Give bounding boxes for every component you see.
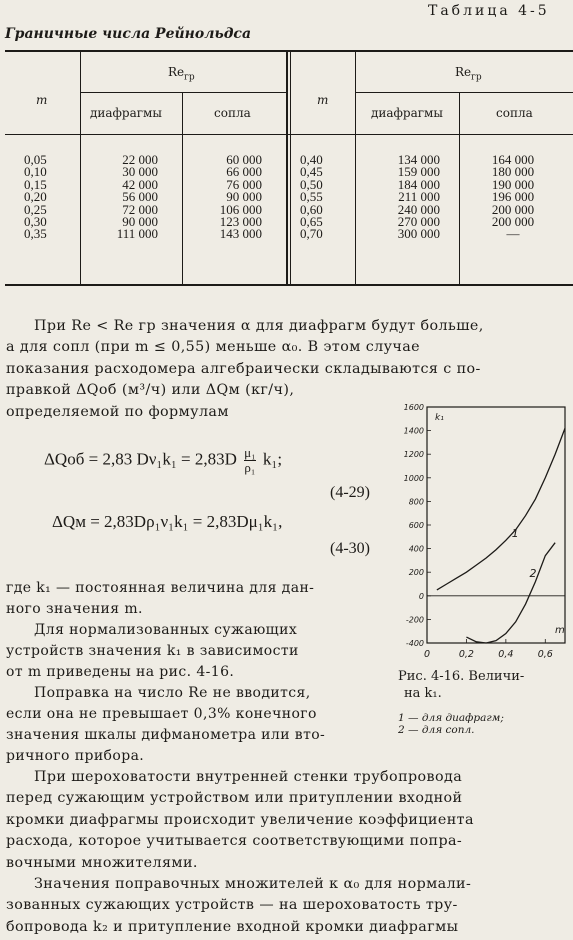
cell-nozzles: 60 000	[226, 152, 262, 167]
cell-diaphragms: 90 000	[122, 214, 158, 230]
cell-diaphragms: 72 000	[122, 201, 158, 217]
y-tick-label: 200	[408, 568, 424, 578]
y-tick-label: 600	[408, 521, 424, 530]
cell-diaphragms: 240 000	[397, 201, 440, 217]
text-line: а для сопл (при m ≤ 0,55) меньше α₀. В этом случае	[6, 339, 421, 356]
text-line: от m приведены на рис. 4-16.	[6, 664, 235, 680]
text-line: правкой ΔQоб (м³/ч) или ΔQм (кг/ч),	[6, 382, 295, 399]
cell-diaphragms: 270 000	[397, 214, 440, 230]
cell-diaphragms: 56 000	[122, 189, 158, 205]
legend-item-2: 2 — для сопл.	[398, 724, 475, 736]
text-line: устройств значения k₁ в зависимости	[6, 643, 299, 659]
text-line: значения шкалы дифманометра или вто-	[6, 727, 326, 743]
column-diaphragms-right	[388, 154, 440, 241]
table-vline-1	[80, 50, 81, 284]
cell-diaphragms: 211 000	[398, 189, 440, 205]
cell-nozzles: 190 000	[491, 176, 535, 192]
cell-m: 0,25	[24, 201, 47, 217]
series-line-1	[437, 428, 565, 590]
column-diaphragms-left	[108, 154, 158, 241]
cell-nozzles: 200 000	[491, 214, 535, 230]
legend-item-1: 1 — для диафрагм;	[398, 712, 504, 724]
text-line: При шероховатости внутренней стенки трубопровода	[34, 769, 463, 785]
cell-nozzles: 106 000	[219, 201, 262, 217]
table-vline-4	[459, 92, 460, 284]
series-line-2	[466, 543, 555, 643]
cell-nozzles: 180 000	[491, 164, 535, 180]
cell-m: 0,45	[300, 164, 323, 180]
plot-frame	[427, 407, 565, 643]
text-line: определяемой по формулам	[6, 403, 229, 420]
cell-nozzles: 76 000	[226, 176, 262, 192]
text-line: Значения поправочных множителей к α₀ для нормали-	[34, 876, 472, 893]
cell-diaphragms: 184 000	[397, 176, 440, 192]
column-m-left	[24, 154, 47, 241]
text-line: показания расходомера алгебраически складываются с по-	[6, 360, 481, 377]
x-tick-label: 0,4	[498, 649, 514, 660]
cell-nozzles: 123 000	[219, 214, 262, 230]
cell-nozzles: 143 000	[219, 226, 262, 242]
column-nozzles-right	[484, 154, 542, 241]
header-m-right: m	[317, 93, 329, 107]
cell-nozzles: 196 000	[491, 189, 535, 205]
curve-label-2: 2	[529, 566, 537, 580]
column-m-right	[300, 154, 323, 241]
text-line: зованных сужающих устройств — на шероховатость тру-	[6, 897, 458, 914]
header-nozzles-left: сопла	[214, 106, 251, 120]
cell-nozzles: 90 000	[226, 189, 262, 205]
figure-caption	[398, 668, 524, 702]
text-line: Поправка на число Re не вводится,	[34, 685, 311, 701]
cell-m: 0,05	[24, 152, 47, 167]
cell-m: 0,35	[24, 226, 47, 242]
cell-diaphragms: 22 000	[122, 152, 158, 167]
cell-m: 0,15	[24, 176, 47, 192]
cell-diaphragms: 159 000	[397, 164, 440, 180]
table-vline-2	[182, 92, 183, 284]
text-line: Для нормализованных сужающих	[34, 622, 298, 638]
cell-m: 0,65	[300, 214, 323, 230]
text-line: кромки диафрагмы происходит увеличение коэффициента	[6, 811, 474, 828]
x-tick-label: 0,2	[458, 649, 474, 660]
cell-diaphragms: 30 000	[122, 164, 158, 180]
column-nozzles-left	[208, 154, 262, 241]
equation-4-29: ΔQоб = 2,83 Dν₁k₁ = 2,83D $\frac{\text{μ₁}}{\text{ρ₁}}$ k₁;	[44, 445, 283, 475]
caption-line: на k₁.	[404, 686, 442, 701]
cell-nozzles: —	[506, 226, 520, 242]
cell-nozzles: 66 000	[226, 164, 262, 180]
cell-m: 0,40	[300, 152, 323, 167]
y-tick-label: 400	[408, 544, 424, 554]
header-re-left: $Re_{гр}$	[168, 65, 195, 83]
x-tick-label: 0,6	[537, 649, 553, 660]
cell-m: 0,60	[300, 201, 323, 217]
table-top-rule	[5, 50, 573, 52]
text-line: вочными множителями.	[6, 854, 198, 871]
curve-label-1: 1	[511, 526, 519, 540]
y-tick-label: 1200	[403, 450, 424, 460]
text-line: ричного прибора.	[6, 748, 145, 764]
text-line: если она не превышает 0,3% конечного	[6, 706, 317, 722]
table-vline-3	[355, 50, 356, 284]
table-subheader-rule-left	[80, 92, 286, 93]
text-line: расхода, которое учитывается соответствующими попра-	[6, 833, 463, 850]
x-tick-label: 0	[423, 649, 431, 660]
cell-diaphragms: 300 000	[397, 226, 440, 242]
y-tick-label: 1400	[403, 426, 424, 436]
text-line: ного значения m.	[6, 601, 143, 617]
x-axis-label: m	[555, 625, 565, 636]
table-bottom-rule	[5, 284, 573, 286]
y-tick-label: -200	[405, 615, 424, 625]
cell-m: 0,30	[24, 214, 47, 230]
paragraph-roughness	[6, 767, 571, 938]
equation-number-4-29: (4-29)	[330, 484, 370, 501]
cell-m: 0,55	[300, 189, 323, 205]
cell-m: 0,70	[300, 226, 323, 242]
header-diaphragms-left: диафрагмы	[90, 106, 162, 120]
y-axis-label: k₁	[435, 413, 444, 423]
equation-4-30: ΔQм = 2,83Dρ₁ν₁k₁ = 2,83Dμ₁k₁,	[52, 512, 283, 531]
table-vline-center	[286, 50, 288, 284]
table-header-rule	[5, 134, 573, 135]
text-line: где k₁ — постоянная величина для дан-	[6, 580, 315, 596]
figure-4-16-chart	[395, 395, 573, 670]
equation-denominator: ρ₁	[244, 460, 256, 475]
header-m-left: m	[36, 93, 48, 107]
text-line: При Re < Re гр значения α для диафрагм будут больше,	[34, 318, 484, 334]
text-line: перед сужающим устройством или притуплении входной	[6, 790, 463, 807]
paragraph-left-column	[6, 578, 391, 767]
y-tick-label: 1000	[403, 473, 424, 483]
cell-diaphragms: 42 000	[122, 176, 158, 192]
y-tick-label: -400	[405, 639, 424, 648]
cell-m: 0,50	[300, 176, 323, 192]
cell-diaphragms: 134 000	[397, 152, 440, 167]
equation-numerator: μ₁	[244, 445, 256, 460]
y-tick-label: 0	[418, 591, 424, 601]
header-nozzles-right: сопла	[496, 106, 533, 120]
figure-legend	[398, 712, 504, 736]
cell-m: 0,20	[24, 189, 47, 205]
caption-line: Рис. 4-16. Величи-	[398, 669, 525, 684]
header-diaphragms-right: диафрагмы	[371, 106, 443, 120]
table-subheader-rule-right	[355, 92, 573, 93]
table-title: Граничные числа Рейнольдса	[5, 26, 252, 42]
cell-nozzles: 164 000	[491, 152, 535, 167]
y-tick-label: 1600	[403, 403, 424, 412]
y-tick-label: 800	[408, 497, 424, 507]
table-vline-center-b	[290, 50, 291, 284]
cell-m: 0,10	[24, 164, 47, 180]
header-re-right: $Re_{гр}$	[455, 65, 482, 83]
table-number: Таблица 4-5	[428, 3, 550, 19]
cell-nozzles: 200 000	[491, 201, 535, 217]
cell-diaphragms: 111 000	[116, 226, 158, 242]
equation-number-4-30: (4-30)	[330, 540, 370, 557]
text-line: бопровода k₂ и притупление входной кромки диафрагмы	[6, 918, 459, 935]
